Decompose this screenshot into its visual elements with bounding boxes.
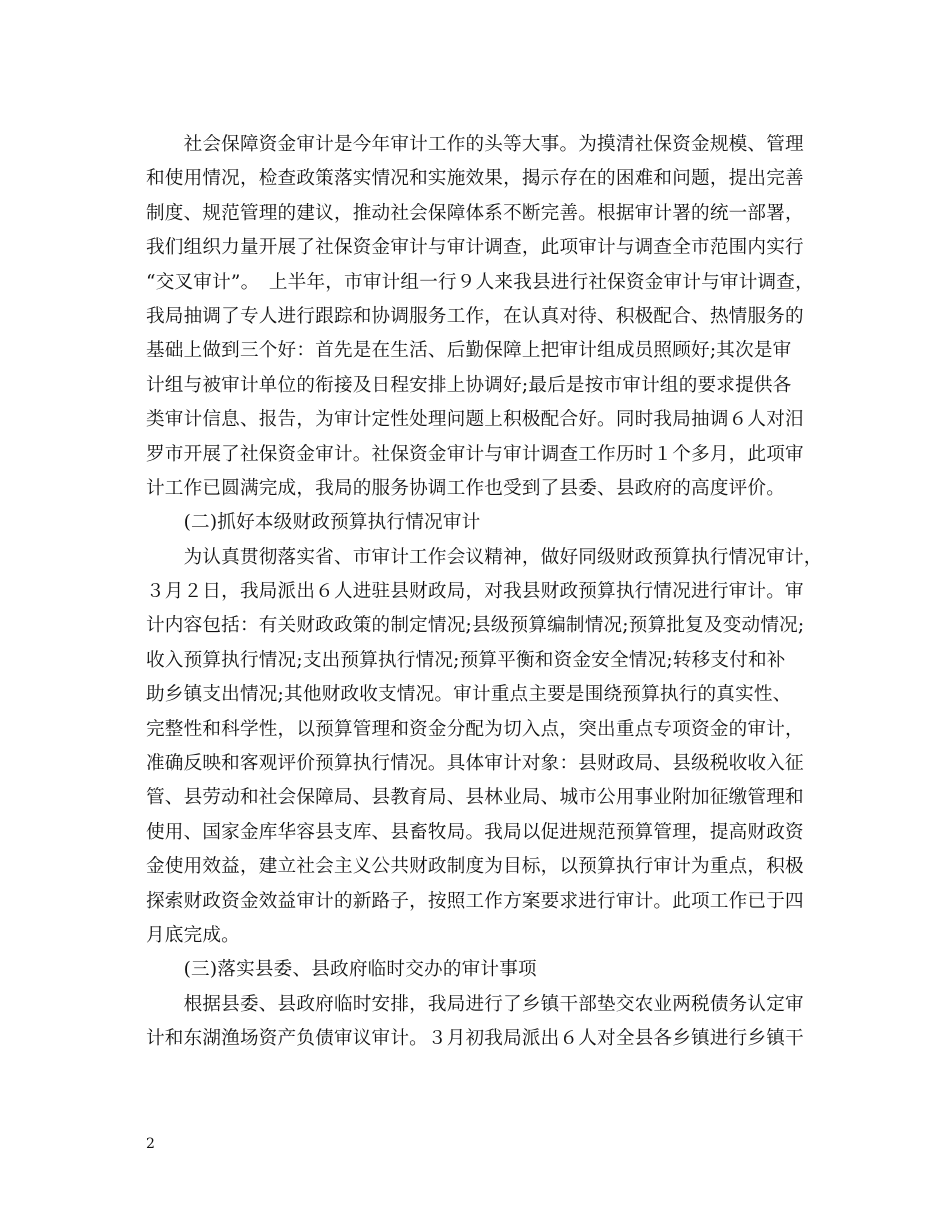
body-text: [146, 128, 826, 1057]
text-line: 月底完成。: [146, 924, 240, 946]
text-line: 类审计信息、报告，为审计定性处理问题上积极配合好。同时我局抽调６人对汨: [146, 409, 804, 431]
text-line: 准确反映和客观评价预算执行情况。具体审计对象：县财政局、县级税收收入征: [146, 753, 804, 775]
text-line: 管、县劳动和社会保障局、县教育局、县林业局、城市公用事业附加征缴管理和: [146, 787, 804, 809]
text-line: 我们组织力量开展了社保资金审计与审计调查，此项审计与调查全市范围内实行: [146, 237, 804, 259]
text-line: 为认真贯彻落实省、市审计工作会议精神，做好同级财政预算执行情况审计，: [146, 546, 823, 568]
text-line: “交叉审计”。 上半年，市审计组一行９人来我县进行社保资金审计与审计调查，: [146, 271, 814, 293]
text-line: 计内容包括：有关财政政策的制定情况;县级预算编制情况;预算批复及变动情况;: [146, 615, 805, 637]
text-line: 金使用效益，建立社会主义公共财政制度为目标，以预算执行审计为重点，积极: [146, 856, 804, 878]
text-line: 和使用情况，检查政策落实情况和实施效果，揭示存在的困难和问题，提出完善: [146, 168, 804, 190]
text-line: 罗市开展了社保资金审计。社保资金审计与审计调查工作历时１个多月，此项审: [146, 443, 804, 465]
section-heading: (三)落实县委、县政府临时交办的审计事项: [146, 959, 537, 981]
text-line: 基础上做到三个好：首先是在生活、后勤保障上把审计组成员照顾好;其次是审: [146, 340, 792, 362]
text-line: 计组与被审计单位的衔接及日程安排上协调好;最后是按市审计组的要求提供各: [146, 374, 792, 396]
text-line: 使用、国家金库华容县支库、县畜牧局。我局以促进规范预算管理，提高财政资: [146, 821, 804, 843]
section-heading: (二)抓好本级财政预算执行情况审计: [146, 512, 481, 534]
text-line: 探索财政资金效益审计的新路子，按照工作方案要求进行审计。此项工作已于四: [146, 890, 804, 912]
text-line: 社会保障资金审计是今年审计工作的头等大事。为摸清社保资金规模、管理: [146, 134, 804, 155]
text-line: 计工作已圆满完成，我局的服务协调工作也受到了县委、县政府的高度评价。: [146, 477, 785, 499]
text-line: 计和东湖渔场资产负债审议审计。３月初我局派出６人对全县各乡镇进行乡镇干: [146, 1028, 804, 1050]
text-line: 助乡镇支出情况;其他财政收支情况。审计重点主要是围绕预算执行的真实性、: [146, 684, 792, 706]
text-line: 制度、规范管理的建议，推动社会保障体系不断完善。根据审计署的统一部署，: [146, 202, 804, 224]
text-line: 根据县委、县政府临时安排，我局进行了乡镇干部垫交农业两税债务认定审: [146, 993, 804, 1015]
page-number: 2: [146, 1136, 155, 1152]
text-line: ３月２日，我局派出６人进驻县财政局，对我县财政预算执行情况进行审计。审: [146, 581, 804, 603]
text-line: 收入预算执行情况;支出预算执行情况;预算平衡和资金安全情况;转移支付和补: [146, 649, 786, 671]
text-line: 我局抽调了专人进行跟踪和协调服务工作，在认真对待、积极配合、热情服务的: [146, 305, 804, 327]
text-line: 完整性和科学性，以预算管理和资金分配为切入点，突出重点专项资金的审计，: [146, 718, 804, 740]
